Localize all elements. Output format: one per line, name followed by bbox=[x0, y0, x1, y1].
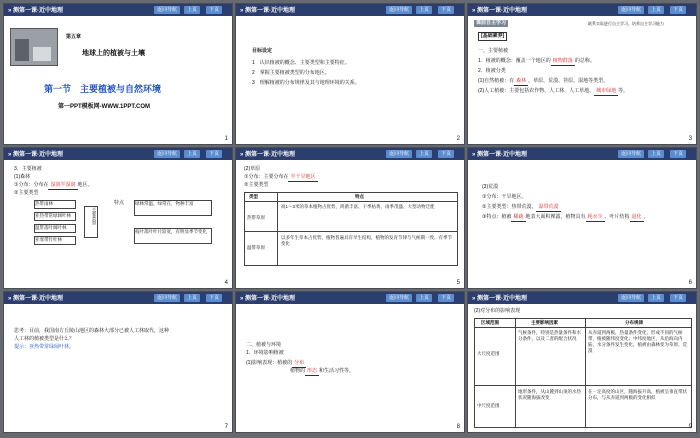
page-number: 9 bbox=[688, 424, 692, 430]
text-line: ②主要类型 bbox=[244, 182, 269, 188]
slide-header bbox=[4, 148, 232, 160]
page-number: 5 bbox=[456, 280, 460, 286]
chapter-photo bbox=[10, 28, 58, 66]
basic-literacy-label: [基础素养] bbox=[478, 32, 507, 41]
distribution-table bbox=[474, 318, 692, 428]
slide-thumbnail-5[interactable] bbox=[236, 148, 464, 288]
back-to-nav-button[interactable]: 返回导航 bbox=[618, 6, 644, 14]
prev-page-button[interactable]: 上页 bbox=[416, 294, 432, 302]
feature-box: 绿林常温、绿常在，物种丰富 bbox=[134, 200, 212, 216]
table-header: 区域范围 bbox=[481, 320, 499, 325]
feature-label: 特点 bbox=[114, 200, 125, 206]
table-row-text: 以多年生草本占优势，植物普遍具有旱生结构，植物的发育节律与气候期一致、有季节变化 bbox=[281, 235, 452, 246]
banner-text: 联系实际进行自主学习，培养自主学习能力 bbox=[588, 21, 664, 26]
slide-header bbox=[468, 292, 696, 304]
brand-label: » 测第一课·近中地理 bbox=[8, 296, 64, 302]
prev-page-button[interactable]: 上页 bbox=[416, 150, 432, 158]
table-row-range: 中尺度范围 bbox=[477, 403, 500, 408]
table-row-rule: 在一定高度的山区，随海拔升高，植被呈垂直带状分布，与从赤道到两极的变化相似 bbox=[588, 389, 687, 400]
table-header: 特点 bbox=[355, 194, 364, 199]
goal-item: 2 掌握主要植被类型的分布地区。 bbox=[252, 70, 330, 76]
slide-header bbox=[468, 4, 696, 16]
slide-header bbox=[236, 292, 464, 304]
self-study-tag: 课前自主学习 bbox=[476, 20, 507, 26]
text-line: (3)荒漠 bbox=[482, 184, 499, 190]
next-page-button[interactable]: 下页 bbox=[670, 294, 686, 302]
goals-title: 目标设定 bbox=[252, 48, 273, 54]
slide-thumbnail-9[interactable] bbox=[468, 292, 696, 432]
prev-page-button[interactable]: 上页 bbox=[648, 294, 664, 302]
page-number: 6 bbox=[688, 280, 692, 286]
text-line: ②主要类型 bbox=[14, 190, 39, 196]
text-line: (2)人工植被：主要包括农作物、人工林、人工草地、 城市绿地 等。 bbox=[478, 88, 629, 94]
table-header: 类型 bbox=[249, 194, 258, 199]
page-number: 7 bbox=[224, 424, 228, 430]
site-label: 第一PPT模板网-WWW.1PPT.COM bbox=[58, 104, 150, 110]
table-row-rule: 从赤道到两极，热量条件变化，形成不同的气候带，植被随纬度变化；中纬度地区，从沿海向内陆，水分条件发生变化，植被由森林变为草原、荒漠 bbox=[588, 330, 687, 353]
section-title: 第一节 主要植被与自然环境 bbox=[44, 84, 162, 94]
chapter-title: 地球上的植被与土壤 bbox=[82, 50, 145, 57]
text-line: 1．环境影响植被 bbox=[246, 350, 284, 356]
table-row-factor: 地形条件，从山麓到山顶的水热状况随海拔改变 bbox=[518, 389, 581, 400]
text-line: 2．植被分类 bbox=[478, 68, 506, 74]
next-page-button[interactable]: 下页 bbox=[438, 150, 454, 158]
text-line: ①分布：主要分布在 半干旱地区 bbox=[244, 174, 316, 180]
text-line: (1)影响表现：植被的 分布 bbox=[246, 360, 305, 366]
slide-thumbnail-2[interactable] bbox=[236, 4, 464, 144]
page-number: 2 bbox=[456, 136, 460, 142]
table-row-type: 热带草原 bbox=[247, 215, 265, 220]
table-row-text: 高1～3米的草本植物占优势，鸿菌丰富、干季枯黄、雨季茂盛、大型动物迁徙 bbox=[281, 204, 435, 209]
back-to-nav-button[interactable]: 返回导航 bbox=[386, 150, 412, 158]
prev-page-button[interactable]: 上页 bbox=[184, 150, 200, 158]
text-line: ②主要类型：热带荒漠、 温带荒漠 bbox=[482, 204, 559, 210]
prev-page-button[interactable]: 上页 bbox=[648, 6, 664, 14]
slide-thumbnail-6[interactable] bbox=[468, 148, 696, 288]
brand-label: » 测第一课·近中地理 bbox=[240, 296, 296, 302]
prev-page-button[interactable]: 上页 bbox=[184, 6, 200, 14]
back-to-nav-button[interactable]: 返回导航 bbox=[618, 294, 644, 302]
text-line: ①分布：干旱地区。 bbox=[482, 194, 527, 200]
forest-type-box: 温带落叶阔叶林 bbox=[34, 224, 76, 233]
text-line: 二、植被与环境 bbox=[246, 342, 282, 348]
text-line: (1)自然植被：有 森林 、草原、荒漠、苔原、湿地等类型。 bbox=[478, 78, 609, 84]
grassland-table bbox=[244, 192, 458, 266]
slide-thumbnail-1[interactable] bbox=[4, 4, 232, 144]
question-text: 人工林的植被类型是什么？ bbox=[14, 336, 75, 342]
slide-header bbox=[236, 4, 464, 16]
forest-type-box: 热带雨林 bbox=[34, 200, 76, 209]
back-to-nav-button[interactable]: 返回导航 bbox=[154, 294, 180, 302]
back-to-nav-button[interactable]: 返回导航 bbox=[386, 6, 412, 14]
table-row-range: 大尺度范围 bbox=[477, 351, 500, 356]
page-number: 8 bbox=[456, 424, 460, 430]
next-page-button[interactable]: 下页 bbox=[206, 6, 222, 14]
page-number: 1 bbox=[224, 136, 228, 142]
page-number: 3 bbox=[688, 136, 692, 142]
next-page-button[interactable]: 下页 bbox=[438, 6, 454, 14]
goal-item: 3 理解植被的分布规律及其与地理环境的关系。 bbox=[252, 80, 360, 86]
table-header: 分布规律 bbox=[625, 320, 643, 325]
goal-item: 1 认识植被的概念、主要类型和主要特征。 bbox=[252, 60, 350, 66]
forest-type-box: 亚热带常绿阔叶林 bbox=[34, 212, 76, 221]
table-row-factor: 气候条件，特别是热量条件和水分条件，以及二者的配合状况 bbox=[518, 330, 581, 341]
main-type-box: 主要类型 bbox=[84, 206, 98, 238]
back-to-nav-button[interactable]: 返回导航 bbox=[386, 294, 412, 302]
next-page-button[interactable]: 下页 bbox=[670, 150, 686, 158]
slide-thumbnail-4[interactable] bbox=[4, 148, 232, 288]
text-line: 3．主要植被 bbox=[14, 166, 42, 172]
feature-box: 枝叶落叶叶片较宽，有明显季节变化 bbox=[134, 228, 212, 244]
back-to-nav-button[interactable]: 返回导航 bbox=[154, 150, 180, 158]
table-row-type: 温带草原 bbox=[247, 245, 265, 250]
page-number: 4 bbox=[224, 280, 228, 286]
brand-label: » 测第一课·近中地理 bbox=[472, 296, 528, 302]
slide-header bbox=[468, 148, 696, 160]
chapter-number: 第五章 bbox=[66, 34, 82, 40]
prev-page-button[interactable]: 上页 bbox=[648, 150, 664, 158]
back-to-nav-button[interactable]: 返回导航 bbox=[618, 150, 644, 158]
brand-label: » 测第一课·近中地理 bbox=[8, 152, 64, 158]
text-line: ③特点：植被 稀疏 地表大面积裸露，植物具有 耗水少 、叶片结构 退化 。 bbox=[482, 214, 649, 220]
prev-page-button[interactable]: 上页 bbox=[184, 294, 200, 302]
text-line: 植物的 形态 和生活习性等。 bbox=[290, 368, 355, 374]
table-header: 主要影响因素 bbox=[531, 320, 558, 325]
text-line: ①分布：分布在 湿润半湿润 地区。 bbox=[14, 182, 93, 188]
prev-page-button[interactable]: 上页 bbox=[416, 6, 432, 14]
text-line: (2)草原 bbox=[244, 166, 261, 172]
brand-label: » 测第一课·近中地理 bbox=[472, 8, 528, 14]
slide-thumbnail-3[interactable] bbox=[468, 4, 696, 144]
text-line: 一、主要植被 bbox=[478, 48, 509, 54]
next-page-button[interactable]: 下页 bbox=[438, 294, 454, 302]
question-text: 思考：目前，我国南方丘陵山地区的森林大部分已被人工林取代，这种 bbox=[14, 328, 170, 334]
table-title: (2)对分布的影响表现 bbox=[474, 308, 521, 314]
brand-label: » 测第一课·近中地理 bbox=[240, 152, 296, 158]
next-page-button[interactable]: 下页 bbox=[206, 150, 222, 158]
next-page-button[interactable]: 下页 bbox=[670, 6, 686, 14]
forest-type-box: 亚寒带针叶林 bbox=[34, 236, 76, 245]
slide-thumbnail-7[interactable] bbox=[4, 292, 232, 432]
brand-label: » 测第一课·近中地理 bbox=[8, 8, 64, 14]
text-line: 1．植被的概念：覆盖一个地区的 植物群落 的总称。 bbox=[478, 58, 595, 64]
text-line: (1)森林 bbox=[14, 174, 31, 180]
brand-label: » 测第一课·近中地理 bbox=[472, 152, 528, 158]
hint-text: 提示：亚热带常绿阔叶林。 bbox=[14, 344, 75, 350]
back-to-nav-button[interactable]: 返回导航 bbox=[154, 6, 180, 14]
next-page-button[interactable]: 下页 bbox=[206, 294, 222, 302]
slide-header bbox=[4, 292, 232, 304]
slide-header bbox=[236, 148, 464, 160]
slide-header bbox=[4, 4, 232, 16]
slide-thumbnail-8[interactable] bbox=[236, 292, 464, 432]
brand-label: » 测第一课·近中地理 bbox=[240, 8, 296, 14]
